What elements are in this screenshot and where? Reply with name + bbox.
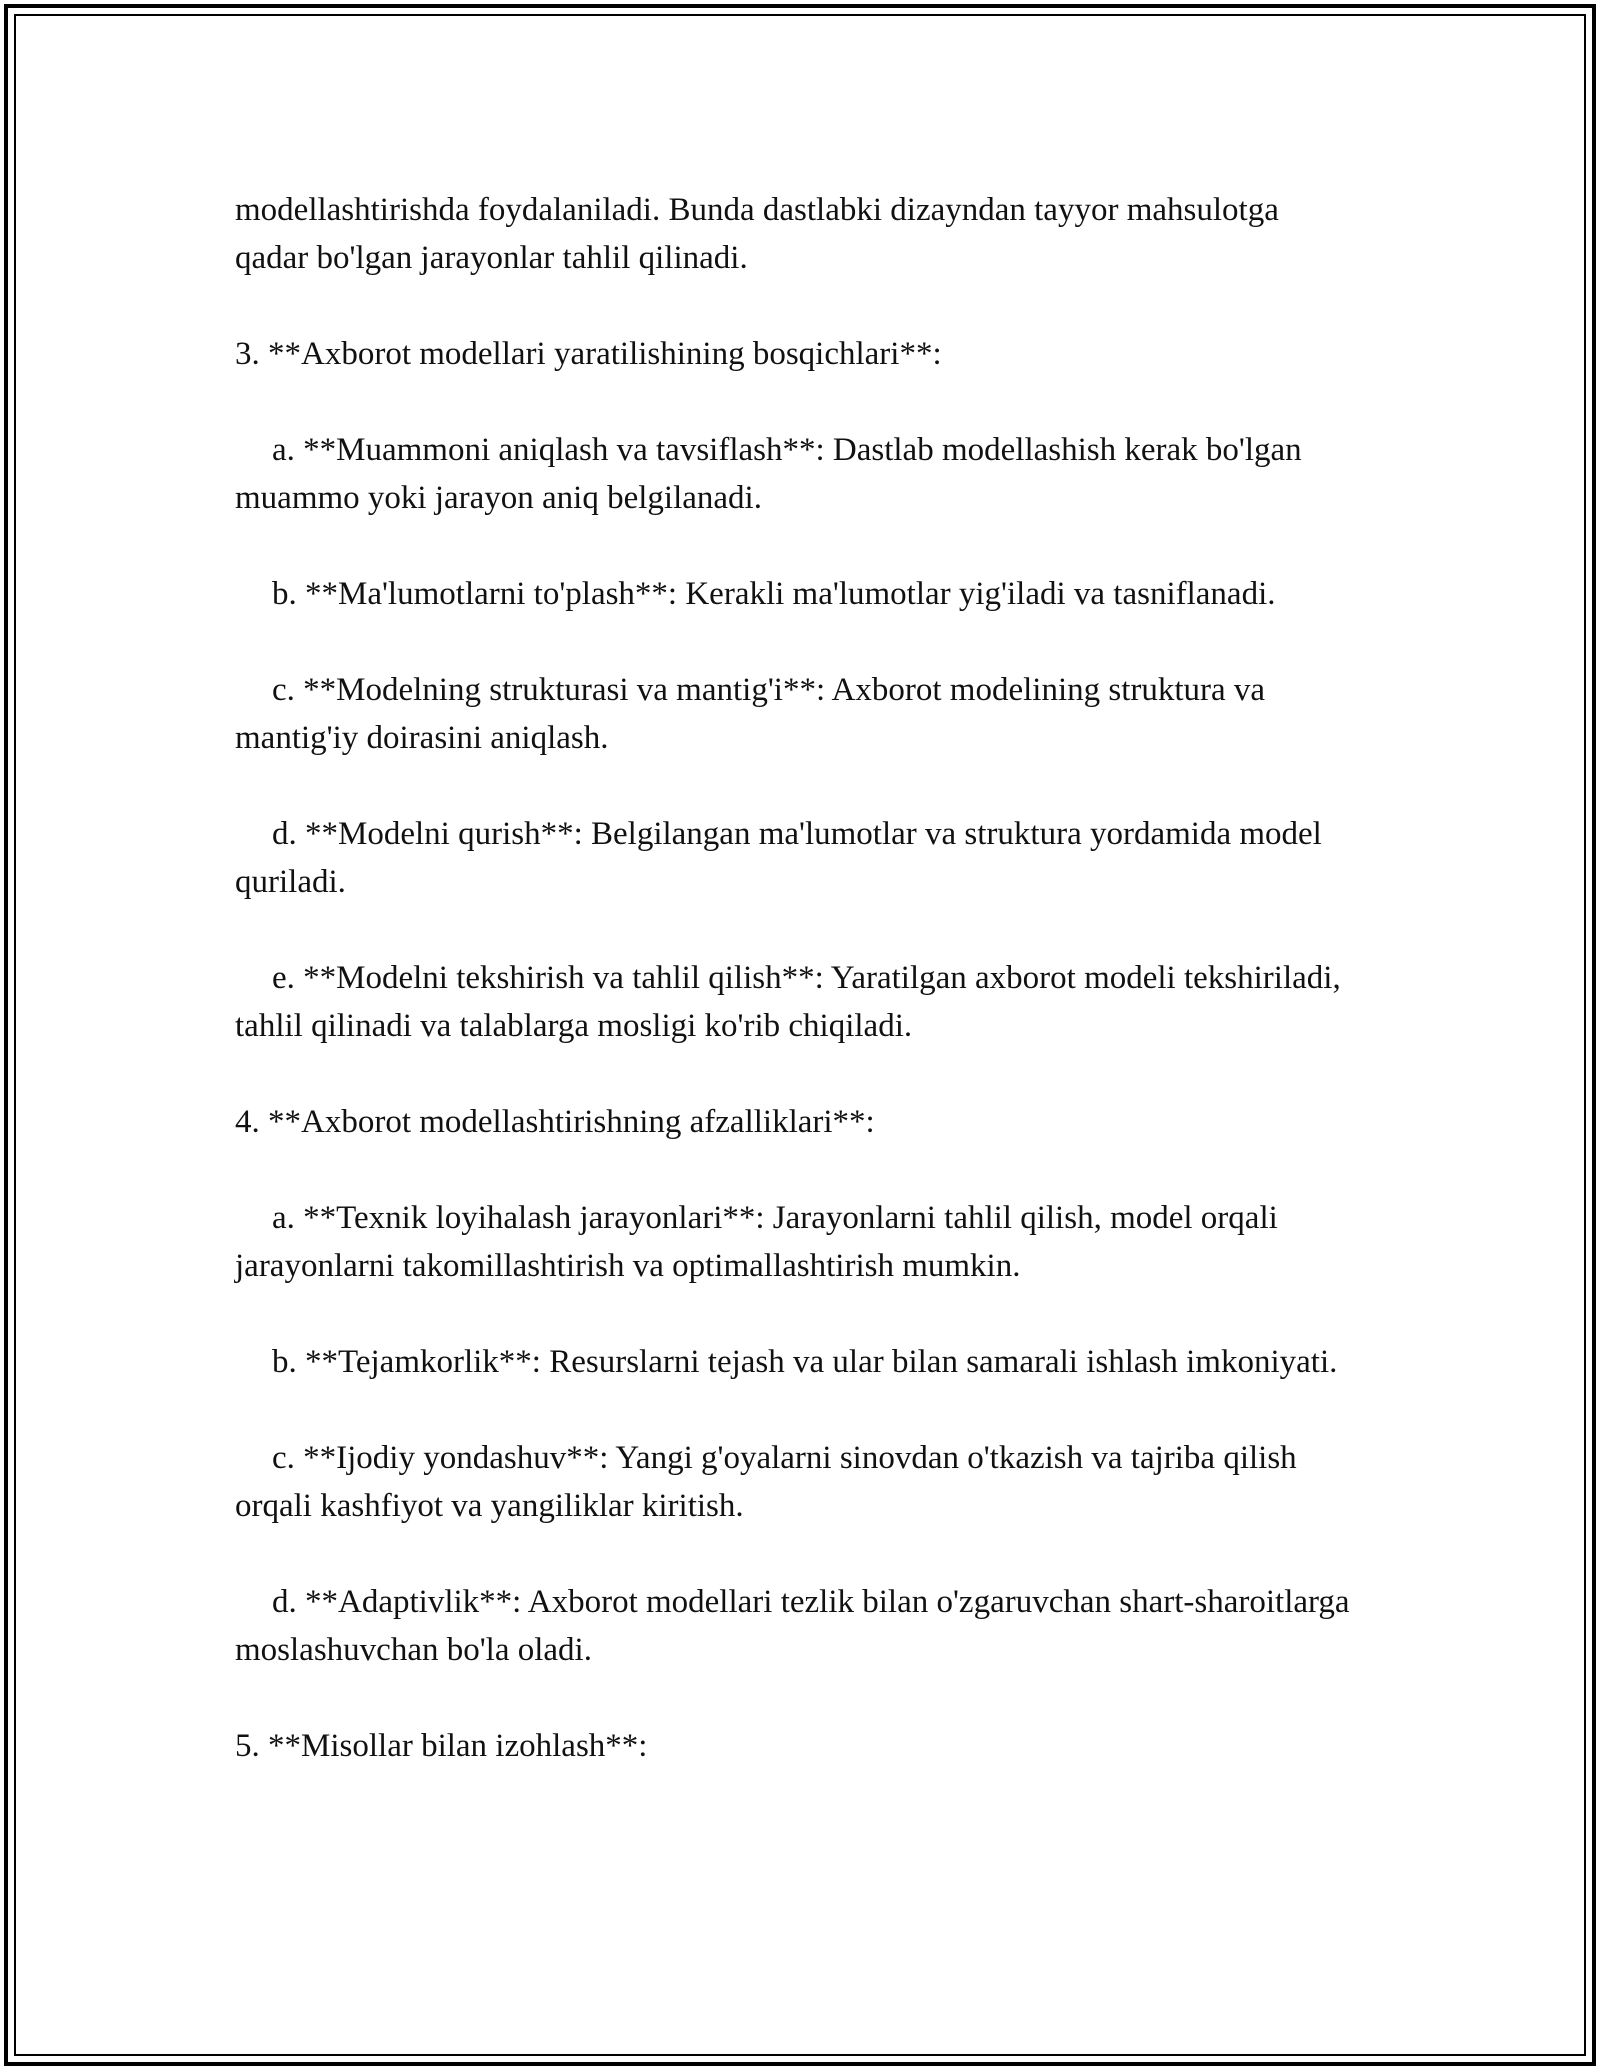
paragraph-gap (235, 762, 1355, 810)
paragraph-gap (235, 1386, 1355, 1434)
section-heading-stages: 3. **Axborot modellari yaratilishining bosqichlari**: (235, 336, 942, 372)
paragraph-gap (235, 522, 1355, 570)
list-item-stage-c: c. **Modelning strukturasi va mantig'i**: Axborot modelining struktura va mantig'iy doirasini aniqlash. (235, 672, 1274, 756)
paragraph-gap (235, 1674, 1355, 1722)
list-item-advantage-d: d. **Adaptivlik**: Axborot modellari tezlik bilan o'zgaruvchan shart-sharoitlarga moslashuvchan bo'la oladi. (235, 1584, 1358, 1668)
paragraph-intro-continuation: modellashtirishda foydalaniladi. Bunda dastlabki dizayndan tayyor mahsulotga qadar bo'lgan jarayonlar tahlil qilinadi. (235, 192, 1288, 276)
list-item-advantage-b: b. **Tejamkorlik**: Resurslarni tejash va ular bilan samarali ishlash imkoniyati. (272, 1344, 1338, 1380)
paragraph-gap (235, 1050, 1355, 1098)
list-item-stage-d: d. **Modelni qurish**: Belgilangan ma'lumotlar va struktura yordamida model quriladi. (235, 816, 1331, 900)
section-heading-examples: 5. **Misollar bilan izohlash**: (235, 1728, 648, 1764)
paragraph-gap (235, 618, 1355, 666)
list-item-stage-b: b. **Ma'lumotlarni to'plash**: Kerakli ma'lumotlar yig'iladi va tasniflanadi. (272, 576, 1276, 612)
paragraph-gap (235, 1146, 1355, 1194)
list-item-stage-e: e. **Modelni tekshirish va tahlil qilish**: Yaratilgan axborot modeli tekshiriladi, tahlil qilinadi va talablarga mosligi ko'rib chiqiladi. (235, 960, 1349, 1044)
paragraph-gap (235, 282, 1355, 330)
section-heading-advantages: 4. **Axborot modellashtirishning afzalliklari**: (235, 1104, 875, 1140)
list-item-advantage-c: c. **Ijodiy yondashuv**: Yangi g'oyalarni sinovdan o'tkazish va tajriba qilish orqali kashfiyot va yangiliklar kiritish. (235, 1440, 1305, 1524)
paragraph-gap (235, 1290, 1355, 1338)
paragraph-gap (235, 1530, 1355, 1578)
paragraph-gap (235, 378, 1355, 426)
paragraph-gap (235, 906, 1355, 954)
list-item-stage-a: a. **Muammoni aniqlash va tavsiflash**: Dastlab modellashish kerak bo'lgan muammo yoki jarayon aniq belgilanadi. (235, 432, 1310, 516)
document-body (235, 186, 1358, 1770)
list-item-advantage-a: a. **Texnik loyihalash jarayonlari**: Jarayonlarni tahlil qilish, model orqali jarayonlarni takomillashtirish va optimallashtirish mumkin. (235, 1200, 1287, 1284)
